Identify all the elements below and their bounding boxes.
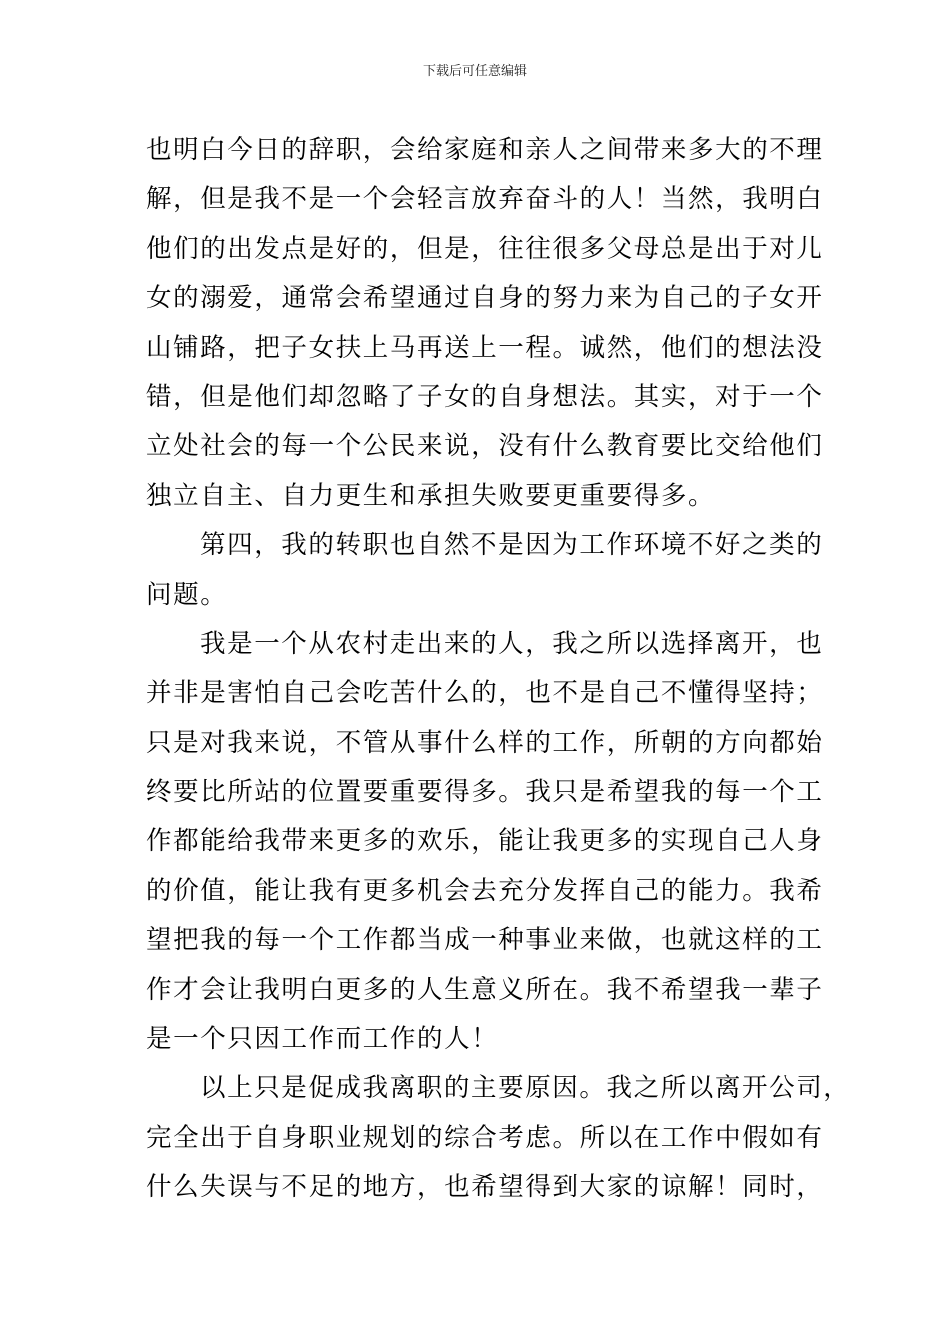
- text-line: 并非是害怕自己会吃苦什么的，也不是自己不懂得坚持；: [146, 678, 824, 709]
- text-line: 的价值，能让我有更多机会去充分发挥自己的能力。我希: [146, 875, 824, 906]
- paragraph-first-line: 我是一个从农村走出来的人，我之所以选择离开，也: [200, 628, 824, 659]
- text-line: 终要比所站的位置要重要得多。我只是希望我的每一个工: [146, 777, 824, 808]
- text-line: 什么失误与不足的地方，也希望得到大家的谅解！同时，: [146, 1172, 824, 1203]
- text-line: 立处社会的每一个公民来说，没有什么教育要比交给他们: [146, 431, 824, 462]
- text-line: 望把我的每一个工作都当成一种事业来做，也就这样的工: [146, 925, 824, 956]
- text-line: 完全出于自身职业规划的综合考虑。所以在工作中假如有: [146, 1122, 824, 1153]
- text-line: 解，但是我不是一个会轻言放弃奋斗的人！当然，我明白: [146, 184, 824, 215]
- document-body: [146, 126, 851, 1213]
- paragraph-first-line: 第四，我的转职也自然不是因为工作环境不好之类的: [200, 530, 824, 561]
- text-line: 他们的出发点是好的，但是，往往很多父母总是出于对儿: [146, 233, 824, 264]
- text-line: 山铺路，把子女扶上马再送上一程。诚然，他们的想法没: [146, 332, 824, 363]
- text-line: 女的溺爱，通常会希望通过自身的努力来为自己的子女开: [146, 283, 824, 314]
- text-line: 问题。: [146, 579, 228, 610]
- text-line: 是一个只因工作而工作的人！: [146, 1024, 499, 1055]
- page-header: 下载后可任意编辑: [422, 64, 527, 79]
- text-line: 也明白今日的辞职，会给家庭和亲人之间带来多大的不理: [146, 135, 824, 165]
- text-line: 作才会让我明白更多的人生意义所在。我不希望我一辈子: [146, 974, 824, 1005]
- text-line: 错，但是他们却忽略了子女的自身想法。其实，对于一个: [146, 381, 824, 412]
- text-line: 作都能给我带来更多的欢乐，能让我更多的实现自己人身: [146, 826, 824, 857]
- paragraph-first-line: 以上只是促成我离职的主要原因。我之所以离开公司，: [200, 1073, 851, 1104]
- text-line: 独立自主、自力更生和承担失败要更重要得多。: [146, 480, 716, 511]
- text-line: 只是对我来说，不管从事什么样的工作，所朝的方向都始: [146, 727, 824, 758]
